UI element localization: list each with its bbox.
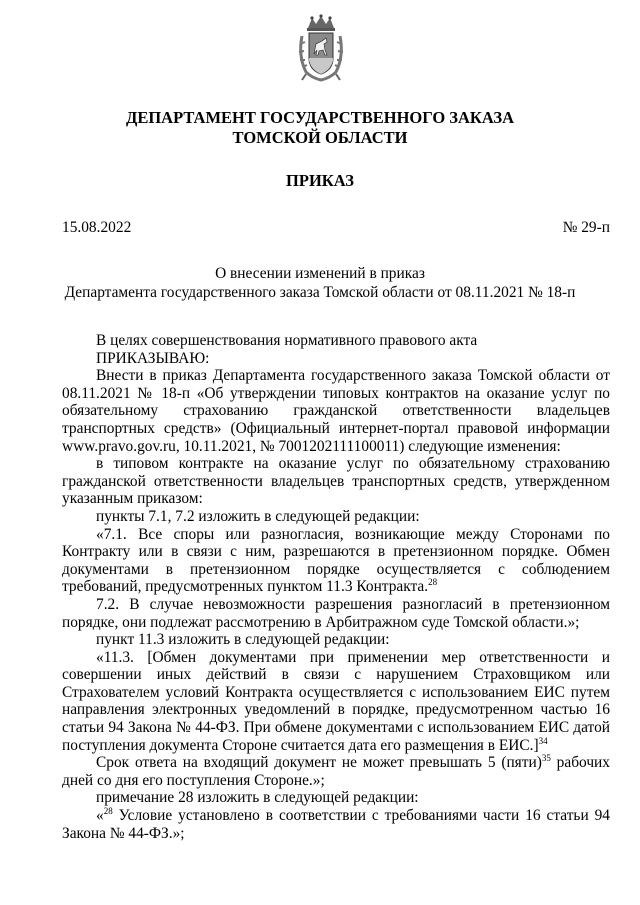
note-28-text: Условие установлено в соответствии с требованиями части 16 статьи 94 Закона № 44-ФЗ.»; [62,807,610,842]
paragraph-points-7: пункты 7.1, 7.2 изложить в следующей редакции: [96,507,420,525]
paragraph-purpose: В целях совершенствования нормативного правового акта [96,332,478,349]
department-name-line2: ТОМСКОЙ ОБЛАСТИ [232,128,408,147]
paragraph-11-3 [62,649,610,755]
paragraph-7-1-text: «7.1. Все споры или разногласия, возникающие между Сторонами по Контракту или в связи с ним, разрешаются в претензионном порядке. Обмен документами в претензионном порядке осуществляется с соблюдением требований, предусмотренных пунктом 11.3 Контракта. [62,525,610,596]
date-number-line [62,219,610,239]
tomsk-coat-of-arms-icon [296,14,346,82]
document-date: 15.08.2022 [62,219,132,236]
paragraph-amend-order: Внести в приказ Департамента государственного заказа Томской области от 08.11.2021 № 18-п «Об утверждении типовых контрактов на оказание услуг по обязательному страхованию гражданской ответственности владельцев транспортных средств» (Официальный интернет-портал правовой информации www.pravo.gov.ru, 10.11.2021, № 7001202111100011) следующие изменения: [62,367,610,455]
document-type-title: ПРИКАЗ [286,171,354,190]
footnote-ref-34: 34 [538,735,548,746]
footnote-ref-28b: 28 [103,806,113,817]
subject-line2: Департамента государственного заказа Томской области от 08.11.2021 № 18-п [64,284,576,301]
subject-line1: О внесении изменений в приказ [215,265,425,282]
paragraph-7-1 [62,526,610,596]
document-body [62,332,610,842]
paragraph-note-28-text [62,807,610,842]
paragraph-11-3-text: «11.3. [Обмен документами при применении мер ответственности и совершении иных действий в связи с нарушением Страховщиком или Страхователем условий Контракта осуществляется с использованием ЕИС путем направления электронных уведомлений в порядке, предусмотренном частью 16 статьи 94 Закона № 44-ФЗ. При обмене документами с использованием ЕИС датой поступления документа Стороне считается дата его размещения в ЕИС.] [62,648,610,754]
footnote-ref-28: 28 [428,577,438,588]
department-name-line1: ДЕПАРТАМЕНТ ГОСУДАРСТВЕННОГО ЗАКАЗА [125,108,515,127]
paragraph-response-term [62,754,610,789]
footnote-ref-35: 35 [541,753,551,764]
paragraph-7-2: 7.2. В случае невозможности разрешения разногласий в претензионном порядке, они подлежат рассмотрению в Арбитражном суде Томской области.»; [62,595,610,631]
paragraph-point-11-3: пункт 11.3 изложить в следующей редакции: [96,631,390,649]
paragraph-note-28: примечание 28 изложить в следующей редакции: [96,789,419,807]
note-28-open-quote: « [96,807,104,825]
response-term-text-b: рабочих дней со дня его поступления Стороне.»; [62,754,610,789]
document-number: № 29-п [562,219,610,236]
paragraph-order: ПРИКАЗЫВАЮ: [96,349,210,367]
response-term-text-a: Срок ответа на входящий документ не может превышать 5 (пяти) [96,754,542,772]
paragraph-typical-contract: в типовом контракте на оказание услуг по обязательному страхованию гражданской ответственности владельцев транспортных средств, утвержденном указанным приказом: [62,455,610,508]
